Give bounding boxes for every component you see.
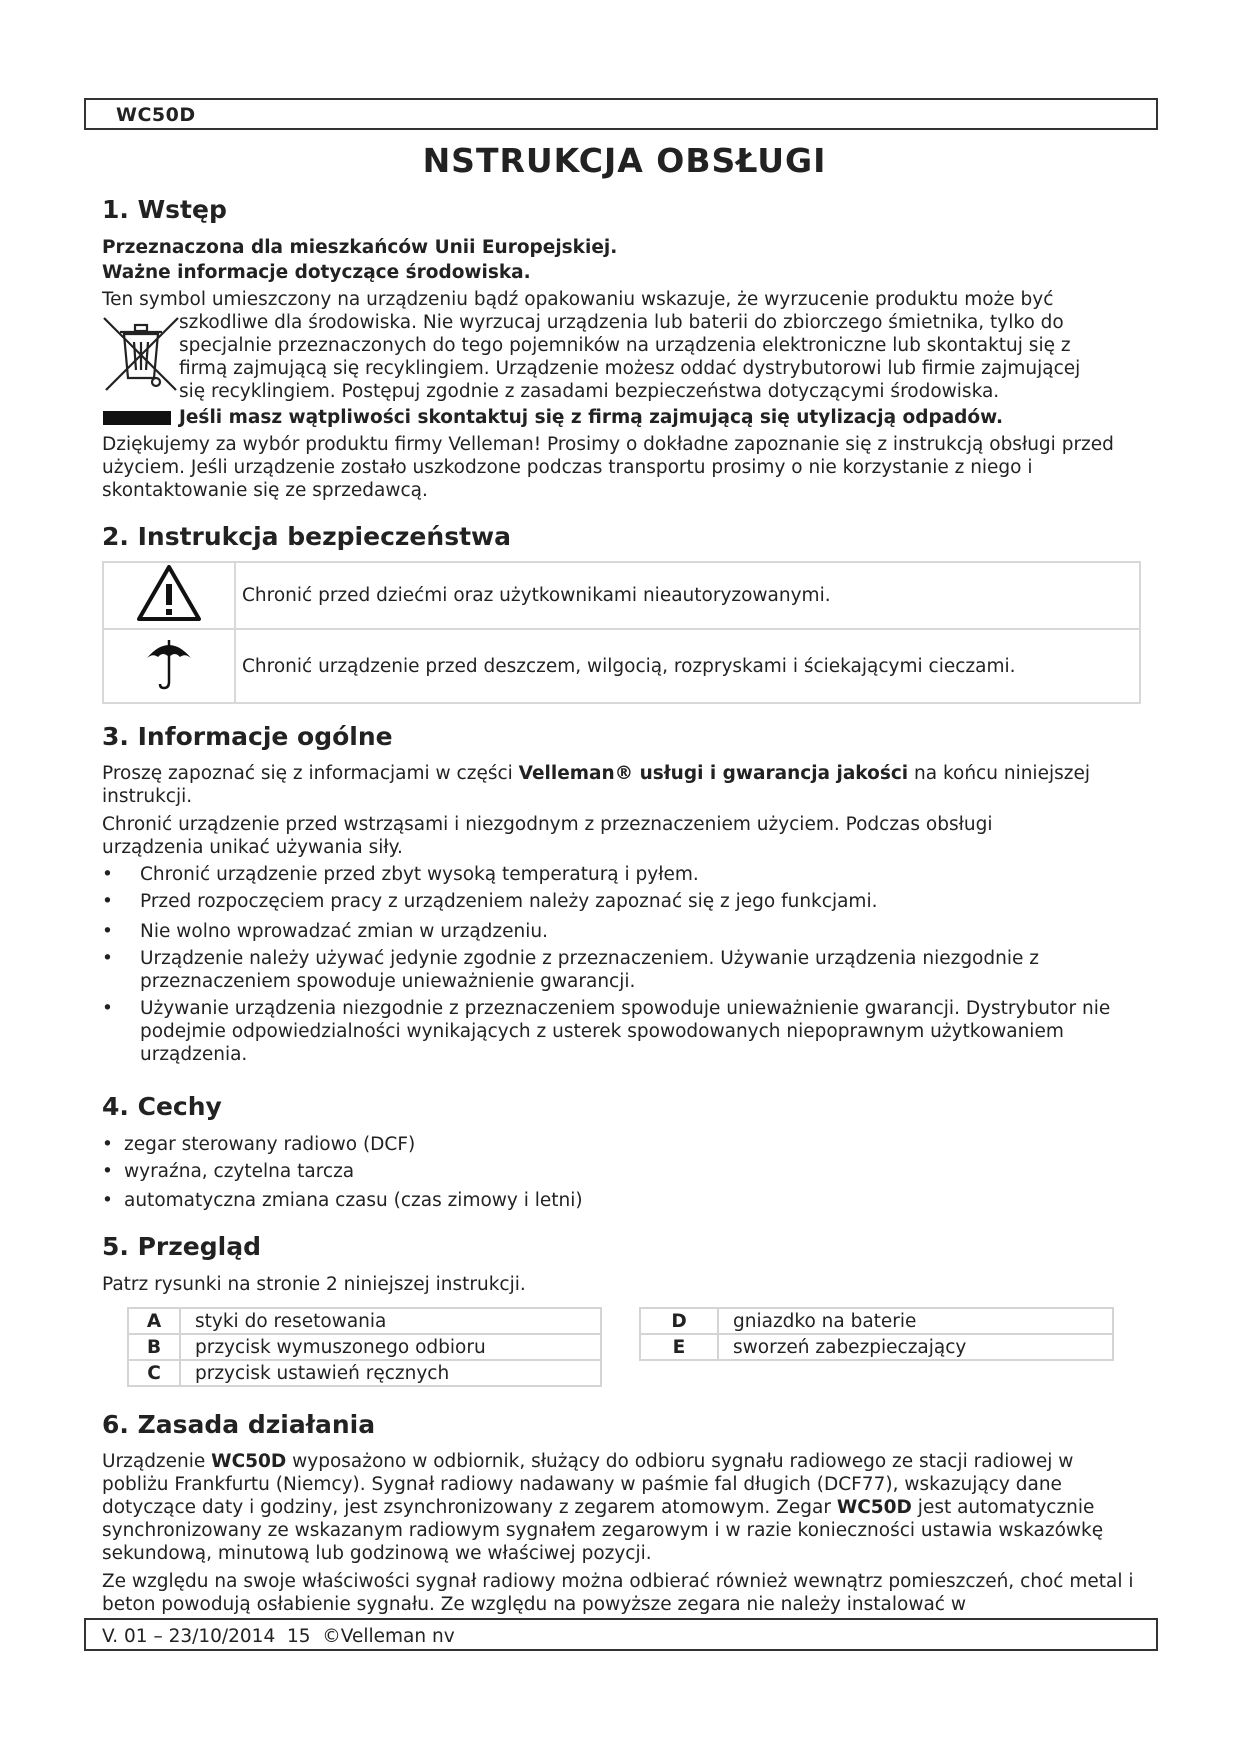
environment-text-line: specjalnie przeznaczonych do tego pojemników na urządzenia elektroniczne lub skontaktuj się z bbox=[179, 335, 1071, 356]
page-title: NSTRUKCJA OBSŁUGI bbox=[422, 141, 827, 180]
weee-bin-icon bbox=[100, 312, 182, 394]
operation-text: Urządzenie bbox=[102, 1451, 212, 1472]
part-label: styki do resetowania bbox=[180, 1308, 601, 1334]
list-item: • Chronić urządzenie przed zbyt wysoką temperaturą i pyłem. bbox=[102, 864, 699, 885]
safety-row bbox=[103, 629, 1140, 703]
environment-text-line: się recyklingiem. Postępuj zgodnie z zasadami bezpieczeństwa dotyczącymi środowiska. bbox=[179, 381, 1000, 402]
umbrella-icon bbox=[145, 636, 193, 692]
section-2-heading: 2. Instrukcja bezpieczeństwa bbox=[102, 522, 511, 551]
environment-note-title: Ważne informacje dotyczące środowiska. bbox=[102, 262, 531, 283]
part-key: B bbox=[128, 1334, 180, 1360]
list-item: • Przed rozpoczęciem pracy z urządzeniem należy zapoznać się z jego funkcjami. bbox=[102, 891, 878, 912]
signal-paragraph: Ze względu na swoje właściwości sygnał radiowy można odbierać również wewnątrz pomieszczeń, choć metal i beton powodują osłabienie sygnału. Ze względu na powyższe zegara nie należy instalować w bbox=[102, 1571, 1134, 1615]
footer-text: V. 01 – 23/10/2014 15 ©Velleman nv bbox=[102, 1626, 455, 1647]
overview-table-left bbox=[127, 1307, 602, 1387]
general-info-paragraph bbox=[102, 762, 1102, 808]
list-item: • zegar sterowany radiowo (DCF) bbox=[102, 1134, 416, 1155]
features-list bbox=[102, 1133, 583, 1212]
contact-note: Jeśli masz wątpliwości skontaktuj się z firmą zajmującą się utylizacją odpadów. bbox=[179, 407, 1004, 428]
safety-text: Chronić urządzenie przed deszczem, wilgocią, rozpryskami i ściekającymi cieczami. bbox=[235, 629, 1140, 703]
table-row bbox=[128, 1360, 601, 1386]
header-model: WC50D bbox=[116, 104, 196, 126]
part-key: E bbox=[640, 1334, 718, 1360]
list-item: • Nie wolno wprowadzać zmian w urządzeniu. bbox=[102, 921, 548, 942]
general-bullet-list bbox=[102, 863, 1140, 1066]
header-bar bbox=[84, 98, 1158, 130]
environment-text-line1: Ten symbol umieszczony na urządzeniu bądź opakowaniu wskazuje, że wyrzucenie produktu może być bbox=[102, 289, 1054, 310]
section-1-heading: 1. Wstęp bbox=[102, 195, 227, 224]
table-row bbox=[640, 1308, 1113, 1334]
table-row bbox=[128, 1334, 601, 1360]
general-info-text: na końcu niniejszej instrukcji. bbox=[102, 763, 1090, 807]
operation-text: jest automatycznie synchronizowany ze wskazanym radiowym sygnałem zegarowym i w razie konieczności ustawia wskazówkę sekundową, minutową lub godzinową we właściwej pozycji. bbox=[102, 1497, 1104, 1564]
safety-icon-cell bbox=[103, 562, 235, 629]
eu-residents-note: Przeznaczona dla mieszkańców Unii Europejskiej. bbox=[102, 237, 618, 258]
part-key: C bbox=[128, 1360, 180, 1386]
part-label: przycisk wymuszonego odbioru bbox=[180, 1334, 601, 1360]
section-6-heading: 6. Zasada działania bbox=[102, 1410, 376, 1439]
footer-bar bbox=[84, 1618, 1158, 1651]
list-item: • automatyczna zmiana czasu (czas zimowy i letni) bbox=[102, 1190, 583, 1211]
part-label: gniazdko na baterie bbox=[718, 1308, 1113, 1334]
part-key: A bbox=[128, 1308, 180, 1334]
warning-triangle-icon bbox=[136, 564, 202, 622]
safety-text: Chronić przed dziećmi oraz użytkownikami nieautoryzowanymi. bbox=[235, 562, 1140, 629]
list-item: • Używanie urządzenia niezgodnie z przeznaczeniem spowoduje unieważnienie gwarancji. Dystrybutor nie podejmie odpowiedzialności wynikających z usterek spowodowanych niepoprawnym użytkowaniem urządzenia. bbox=[102, 998, 1111, 1065]
operation-paragraph bbox=[102, 1450, 1142, 1565]
model-name: WC50D bbox=[211, 1451, 287, 1472]
list-item: • Urządzenie należy używać jedynie zgodnie z przeznaczeniem. Używanie urządzenia niezgodnie z przeznaczeniem spowoduje unieważnienie gwarancji. bbox=[102, 948, 1039, 992]
part-label: przycisk ustawień ręcznych bbox=[180, 1360, 601, 1386]
part-key: D bbox=[640, 1308, 718, 1334]
safety-row bbox=[103, 562, 1140, 629]
environment-text-wrapped bbox=[179, 311, 1080, 403]
shock-warning-paragraph: Chronić urządzenie przed wstrząsami i niezgodnym z przeznaczeniem użyciem. Podczas obsługi urządzenia unikać używania siły. bbox=[102, 814, 993, 858]
velleman-warranty-ref: Velleman® usługi i gwarancja jakości bbox=[518, 763, 909, 784]
section-3-heading: 3. Informacje ogólne bbox=[102, 722, 393, 751]
overview-intro: Patrz rysunki na stronie 2 niniejszej instrukcji. bbox=[102, 1274, 526, 1295]
table-row bbox=[128, 1308, 601, 1334]
table-row bbox=[640, 1334, 1113, 1360]
overview-table-right bbox=[639, 1307, 1114, 1361]
thanks-paragraph: Dziękujemy za wybór produktu firmy Velleman! Prosimy o dokładne zapoznanie się z instrukcją obsługi przed użyciem. Jeśli urządzenie zostało uszkodzone podczas transportu prosimy o nie korzystanie z niego i skontaktowanie się ze sprzedawcą. bbox=[102, 434, 1114, 501]
operation-text: wyposażono w odbiornik, służący do odbioru sygnału radiowego ze stacji radiowej w pobliżu Frankfurtu (Niemcy). Sygnał radiowy nadawany w paśmie fal długich (DCF77), wskazujący dane dotyczące daty i godziny, jest zsynchronizowany z zegarem atomowym. Zegar bbox=[102, 1451, 1074, 1518]
safety-icon-cell bbox=[103, 629, 235, 703]
list-item: • wyraźna, czytelna tarcza bbox=[102, 1161, 355, 1182]
black-bar-divider bbox=[103, 411, 171, 425]
environment-text-line: szkodliwe dla środowiska. Nie wyrzucaj urządzenia lub baterii do zbiorczego śmietnika, tylko do bbox=[179, 312, 1064, 333]
section-4-heading: 4. Cechy bbox=[102, 1092, 222, 1121]
safety-table bbox=[102, 561, 1141, 704]
model-name: WC50D bbox=[836, 1497, 912, 1518]
environment-text-line: firmą zajmującą się recyklingiem. Urządzenie możesz oddać dystrybutorowi lub firmie zajmującej bbox=[179, 358, 1081, 379]
section-5-heading: 5. Przegląd bbox=[102, 1232, 261, 1261]
part-label: sworzeń zabezpieczający bbox=[718, 1334, 1113, 1360]
general-info-text: Proszę zapoznać się z informacjami w części bbox=[102, 763, 519, 784]
